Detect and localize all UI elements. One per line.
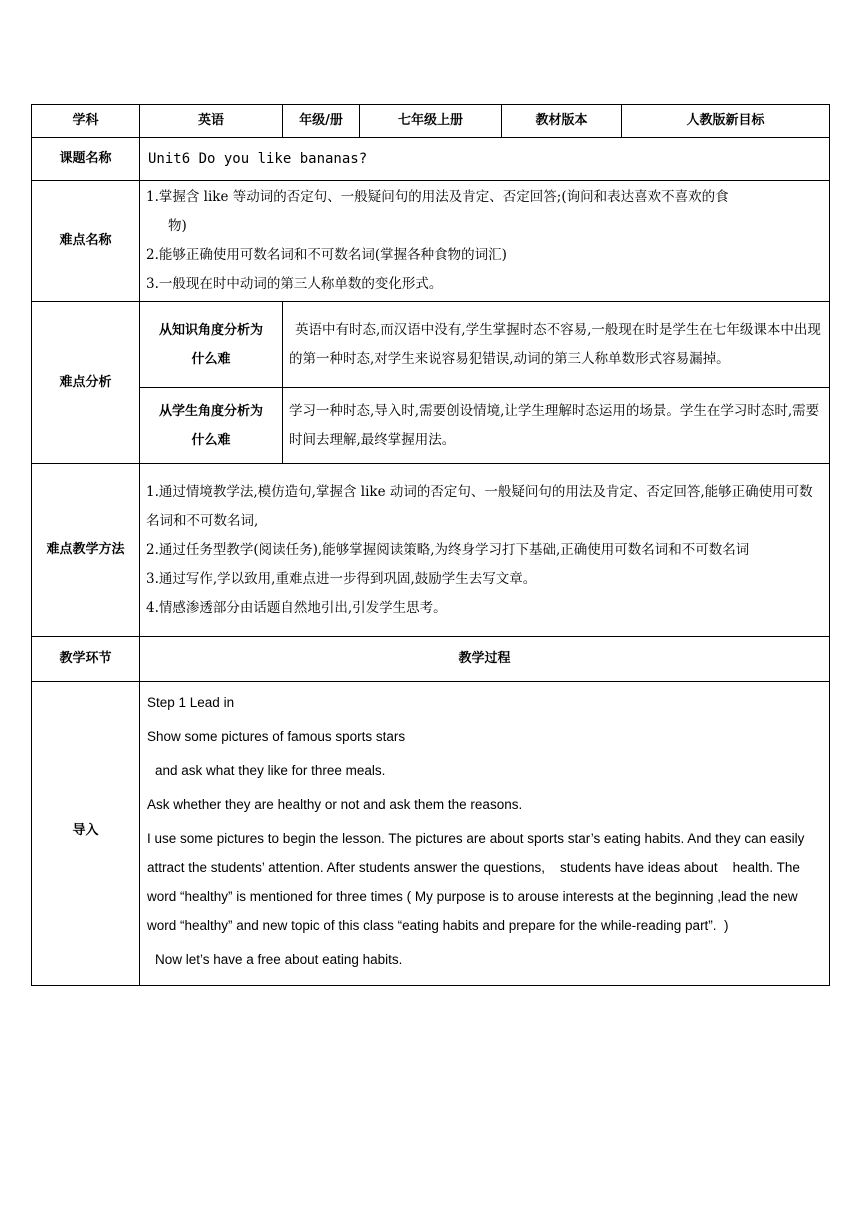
header-row: [32, 105, 830, 138]
analysis-row-knowledge: [32, 302, 830, 388]
intro-line-2: and ask what they like for three meals.: [155, 763, 386, 778]
stage-label: 教学环节: [32, 637, 140, 682]
methods-content: [140, 464, 830, 637]
student-label-line-2: 什么难: [191, 432, 231, 448]
methods-line-3: 3.通过写作,学以致用,重难点进一步得到巩固,鼓励学生去写文章。: [146, 570, 537, 587]
difficulty-row: [32, 181, 830, 302]
edition-value: 人教版新目标: [622, 105, 830, 138]
topic-label: 课题名称: [32, 138, 140, 181]
knowledge-text: 英语中有时态,而汉语中没有,学生掌握时态不容易,一般现在时是学生在七年级课本中出现的第一种时态,对学生来说容易犯错误,动词的第三人称单数形式容易漏掉。: [283, 302, 830, 388]
methods-row: [32, 464, 830, 637]
edition-label: 教材版本: [502, 105, 622, 138]
process-label: 教学过程: [140, 637, 830, 682]
process-header-row: [32, 637, 830, 682]
intro-line-1: Show some pictures of famous sports stars: [147, 729, 406, 744]
grade-value: 七年级上册: [360, 105, 502, 138]
student-label-line-1: 从学生角度分析为: [158, 403, 263, 419]
difficulty-line-4: 3.一般现在时中动词的第三人称单数的变化形式。: [146, 276, 443, 292]
intro-line-3: Ask whether they are healthy or not and ask them the reasons.: [147, 797, 523, 812]
methods-line-1: 1.通过情境教学法,模仿造句,掌握含 like 动词的否定句、一般疑问句的用法及肯定、否定回答,能够正确使用可数名词和不可数名词,: [146, 483, 813, 529]
student-text: 学习一种时态,导入时,需要创设情境,让学生理解时态运用的场景。学生在学习时态时,需要时间去理解,最终掌握用法。: [283, 388, 830, 464]
difficulty-line-1: 1.掌握含 like 等动词的否定句、一般疑问句的用法及肯定、否定回答;(询问和表达喜欢不喜欢的食: [146, 189, 729, 205]
intro-last: Now let’s have a free about eating habits.: [155, 952, 403, 967]
subject-value: 英语: [140, 105, 283, 138]
analysis-label: 难点分析: [32, 302, 140, 464]
subject-label: 学科: [32, 105, 140, 138]
intro-row: [32, 682, 830, 986]
intro-paragraph: I use some pictures to begin the lesson. The pictures are about sports star’s eating habits. And they can easily attract the students’ attention. After students answer the questions, students have ideas about health. The word “healthy” is mentioned for three times ( My purpose is to arouse interests at the beginning ,lead the new word “healthy” and new topic of this class “eating habits and prepare for the while-reading part”. ): [147, 831, 809, 933]
lesson-plan-table: [31, 104, 830, 986]
topic-row: [32, 138, 830, 181]
intro-label: 导入: [32, 682, 140, 986]
grade-label: 年级/册: [283, 105, 360, 138]
methods-label: 难点教学方法: [32, 464, 140, 637]
knowledge-label: [140, 302, 283, 388]
difficulty-line-3: 2.能够正确使用可数名词和不可数名词(掌握各种食物的词汇): [146, 247, 507, 263]
student-label: [140, 388, 283, 464]
difficulty-label: 难点名称: [32, 181, 140, 302]
difficulty-line-2: 物): [168, 218, 187, 234]
topic-value: Unit6 Do you like bananas?: [140, 138, 830, 181]
intro-content: [140, 682, 830, 986]
knowledge-label-line-1: 从知识角度分析为: [158, 322, 263, 338]
methods-line-2: 2.通过任务型教学(阅读任务),能够掌握阅读策略,为终身学习打下基础,正确使用可数名词和不可数名词: [146, 541, 750, 558]
intro-step: Step 1 Lead in: [147, 695, 235, 710]
methods-line-4: 4.情感渗透部分由话题自然地引出,引发学生思考。: [146, 599, 447, 616]
difficulty-content: [140, 181, 830, 302]
analysis-row-student: [32, 388, 830, 464]
knowledge-label-line-2: 什么难: [191, 351, 231, 367]
